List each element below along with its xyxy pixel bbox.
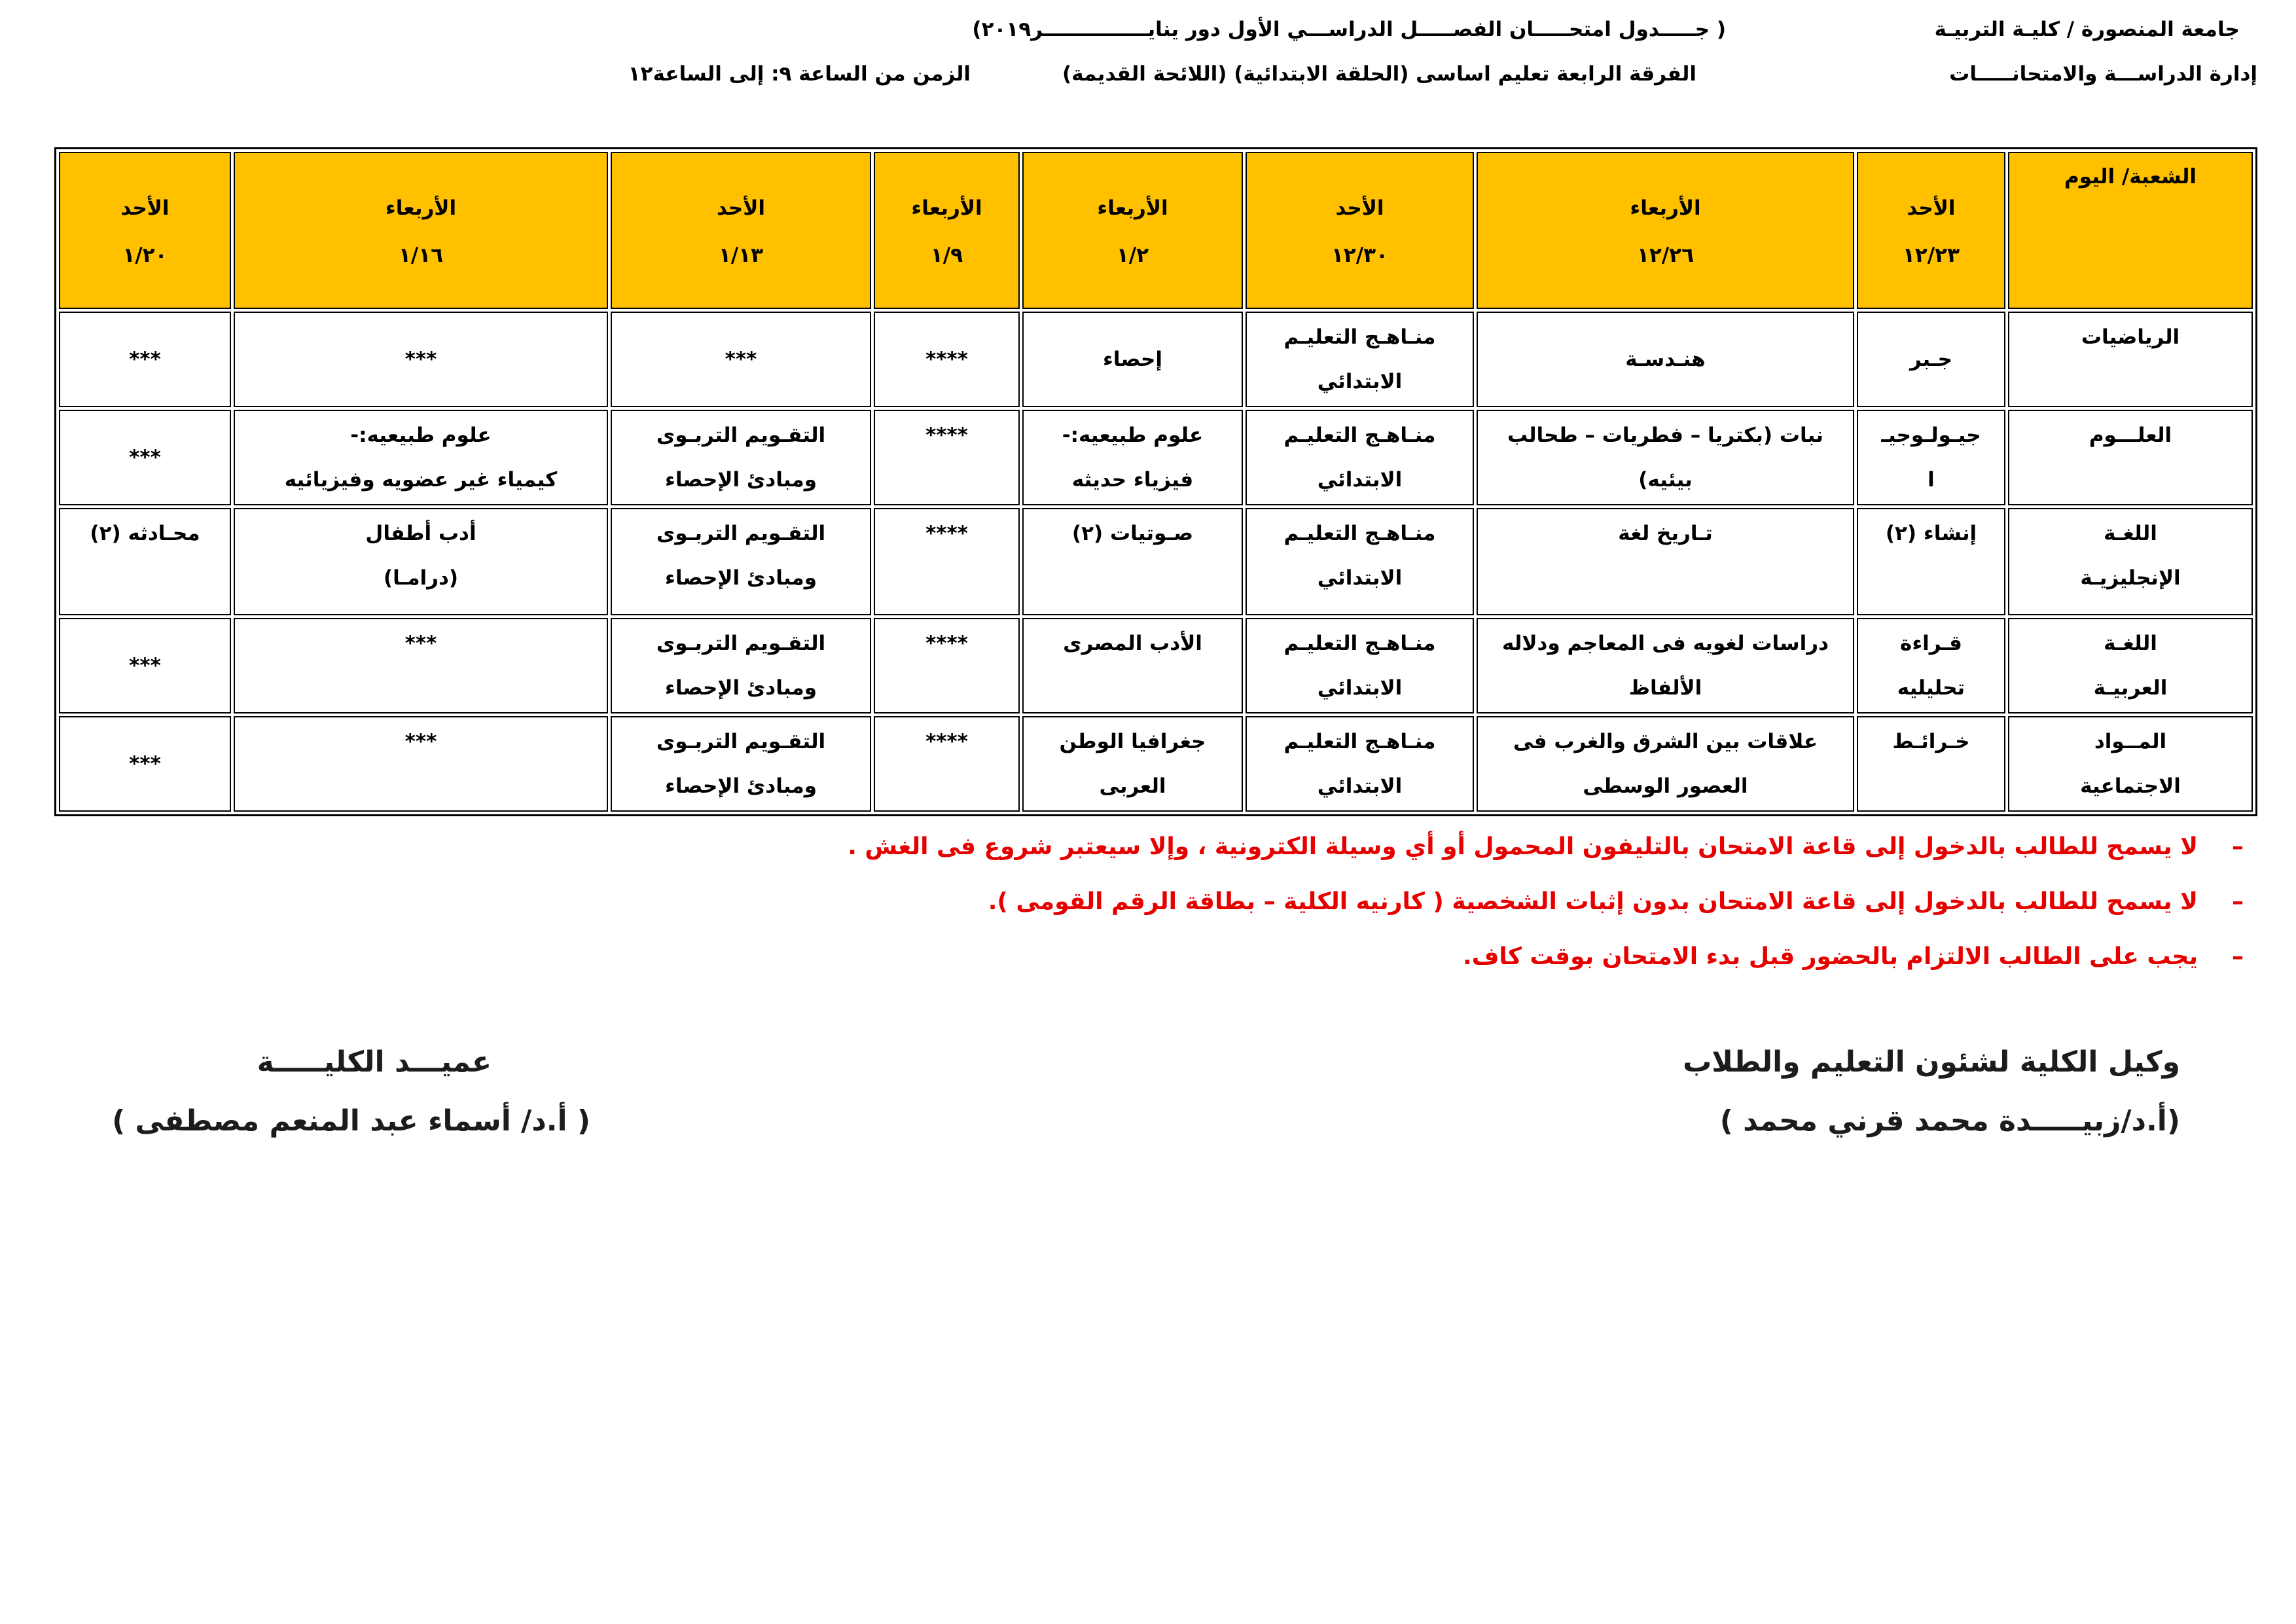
exam-cell: ***	[59, 716, 231, 812]
section-name: الرياضيات	[2008, 312, 2253, 407]
exam-cell: منـاهـج التعليـم الابتدائي	[1246, 312, 1474, 407]
exam-cell: ***	[234, 716, 608, 812]
signature-titles	[0, 1033, 2296, 1092]
vice-dean-title: وكيل الكلية لشئون التعليم والطلاب	[1683, 1045, 2180, 1079]
day-name: الأربعاء	[911, 196, 982, 220]
exam-cell: دراسات لغويه فى المعاجم ودلاله الألفاظ	[1477, 618, 1854, 713]
exam-cell: الأدب المصرى	[1022, 618, 1243, 713]
day-name: الأربعاء	[385, 196, 457, 220]
exam-cell: تـاريخ لغة	[1477, 508, 1854, 615]
exam-cell: ***	[59, 312, 231, 407]
department-name: إدارة الدراســـة والامتحانـــــات	[1949, 62, 2257, 86]
rule-item	[0, 875, 2244, 929]
exam-cell: منـاهـج التعليـم الابتدائي	[1246, 618, 1474, 713]
day-name: الأحد	[1335, 196, 1384, 220]
exam-cell: علوم طبيعيه:- كيمياء غير عضويه وفيزيائيه	[234, 410, 608, 505]
exam-cell: ***	[234, 312, 608, 407]
exam-cell: جغرافيا الوطن العربى	[1022, 716, 1243, 812]
table-row	[59, 618, 2253, 713]
exam-cell: أدب أطفال (درامـا)	[234, 508, 608, 615]
exam-cell: ****	[874, 618, 1020, 713]
rule-text: يجب على الطالب الالتزام بالحضور قبل بدء الامتحان بوقت كاف.	[1462, 943, 2198, 970]
exam-date: ١٢/٢٦	[1636, 244, 1694, 267]
exam-cell: ****	[874, 410, 1020, 505]
day-header	[1857, 152, 2005, 309]
day-name: الأربعاء	[1630, 196, 1701, 220]
dean-title: عميـــد الكليـــــة	[257, 1045, 492, 1079]
exam-date: ١/١٣	[718, 244, 764, 267]
table-row	[59, 410, 2253, 505]
exam-cell: هنـدسـة	[1477, 312, 1854, 407]
day-name: الأحد	[717, 196, 765, 220]
exam-cell: منـاهـج التعليـم الابتدائي	[1246, 508, 1474, 615]
exam-date: ١/٩	[930, 244, 963, 267]
exam-date: ١/٢٠	[122, 244, 168, 267]
exam-schedule-table	[54, 147, 2257, 816]
table-row	[59, 312, 2253, 407]
exam-cell: ***	[234, 618, 608, 713]
day-header	[59, 152, 231, 309]
exam-cell: خـرائـط	[1857, 716, 2005, 812]
signature-names	[0, 1092, 2296, 1151]
exam-cell: علاقات بين الشرق والغرب فى العصور الوسطى	[1477, 716, 1854, 812]
day-header	[611, 152, 871, 309]
exam-cell: علوم طبيعيه:- فيزياء حديثه	[1022, 410, 1243, 505]
exam-cell: محـادثه (٢)	[59, 508, 231, 615]
day-header	[1022, 152, 1243, 309]
section-name: اللغـة العربيـة	[2008, 618, 2253, 713]
student-group: الفرقة الرابعة تعليم اساسى (الحلقة الابتدائية) (اللائحة القديمة)	[1062, 62, 1696, 86]
corner-header: الشعبة/ اليوم	[2008, 152, 2253, 309]
section-name: اللغـة الإنجليزيـة	[2008, 508, 2253, 615]
schedule-title: ( جـــــدول امتحـــــان الفصـــــل الدراســـي الأول دور ينايـــــــــــــــر٢٠١٩)	[972, 18, 1726, 41]
section-name: العلـــوم	[2008, 410, 2253, 505]
exam-time: الزمن من الساعة ٩: إلى الساعة١٢	[628, 62, 971, 86]
rule-bullet: –	[2232, 833, 2244, 860]
rule-item	[0, 820, 2244, 875]
signature-block	[0, 1033, 2296, 1151]
exam-cell: التقـويم التربـوى ومبادئ الإحصاء	[611, 410, 871, 505]
page-content	[0, 147, 2296, 1151]
rule-item	[0, 929, 2244, 984]
exam-date: ١٢/٢٣	[1902, 244, 1960, 267]
exam-cell: التقـويم التربـوى ومبادئ الإحصاء	[611, 716, 871, 812]
exam-cell: منـاهـج التعليـم الابتدائي	[1246, 410, 1474, 505]
exam-cell: جـبر	[1857, 312, 2005, 407]
day-header	[1477, 152, 1854, 309]
rule-bullet: –	[2232, 888, 2244, 915]
day-name: الأحد	[1907, 196, 1956, 220]
exam-cell: ***	[59, 410, 231, 505]
rule-text: لا يسمح للطالب بالدخول إلى قاعة الامتحان بالتليفون المحمول أو أي وسيلة الكترونية ، وإلا سيعتبر شروع فى الغش .	[848, 833, 2198, 860]
university-name: جامعة المنصورة / كليـة التربيـة	[1934, 18, 2240, 41]
table-row	[59, 508, 2253, 615]
exam-cell: نبات (بكتريا – فطريات – طحالب بيئيه)	[1477, 410, 1854, 505]
exam-cell: جيـولـوجيـ ا	[1857, 410, 2005, 505]
exam-date: ١/١٦	[398, 244, 444, 267]
exam-cell: ****	[874, 312, 1020, 407]
exam-cell: ***	[611, 312, 871, 407]
rule-bullet: –	[2232, 943, 2244, 970]
exam-cell: ***	[59, 618, 231, 713]
exam-cell: قـراءة تحليليه	[1857, 618, 2005, 713]
exam-date: ١/٢	[1116, 244, 1149, 267]
exam-cell: ****	[874, 508, 1020, 615]
exam-date: ١٢/٣٠	[1331, 244, 1388, 267]
vice-dean-name: (أ.د/زبيـــــدة محمد قرني محمد )	[1719, 1104, 2180, 1138]
exam-rules	[0, 820, 2244, 984]
table-header-row	[59, 152, 2253, 309]
day-header	[234, 152, 608, 309]
exam-cell: إنشاء (٢)	[1857, 508, 2005, 615]
table-row	[59, 716, 2253, 812]
day-name: الأربعاء	[1097, 196, 1168, 220]
section-name: المــواد الاجتماعية	[2008, 716, 2253, 812]
day-header	[1246, 152, 1474, 309]
exam-cell: صـوتيات (٢)	[1022, 508, 1243, 615]
rule-text: لا يسمح للطالب بالدخول إلى قاعة الامتحان بدون إثبات الشخصية ( كارنيه الكلية – بطاقة الرقم القومى ).	[988, 888, 2198, 915]
day-header	[874, 152, 1020, 309]
exam-cell: التقـويم التربـوى ومبادئ الإحصاء	[611, 618, 871, 713]
exam-cell: ****	[874, 716, 1020, 812]
day-name: الأحد	[120, 196, 170, 220]
exam-cell: منـاهـج التعليـم الابتدائي	[1246, 716, 1474, 812]
exam-cell: التقـويم التربـوى ومبادئ الإحصاء	[611, 508, 871, 615]
dean-name: ( أ.د/ أسماء عبد المنعم مصطفى )	[112, 1104, 590, 1138]
exam-cell: إحصاء	[1022, 312, 1243, 407]
